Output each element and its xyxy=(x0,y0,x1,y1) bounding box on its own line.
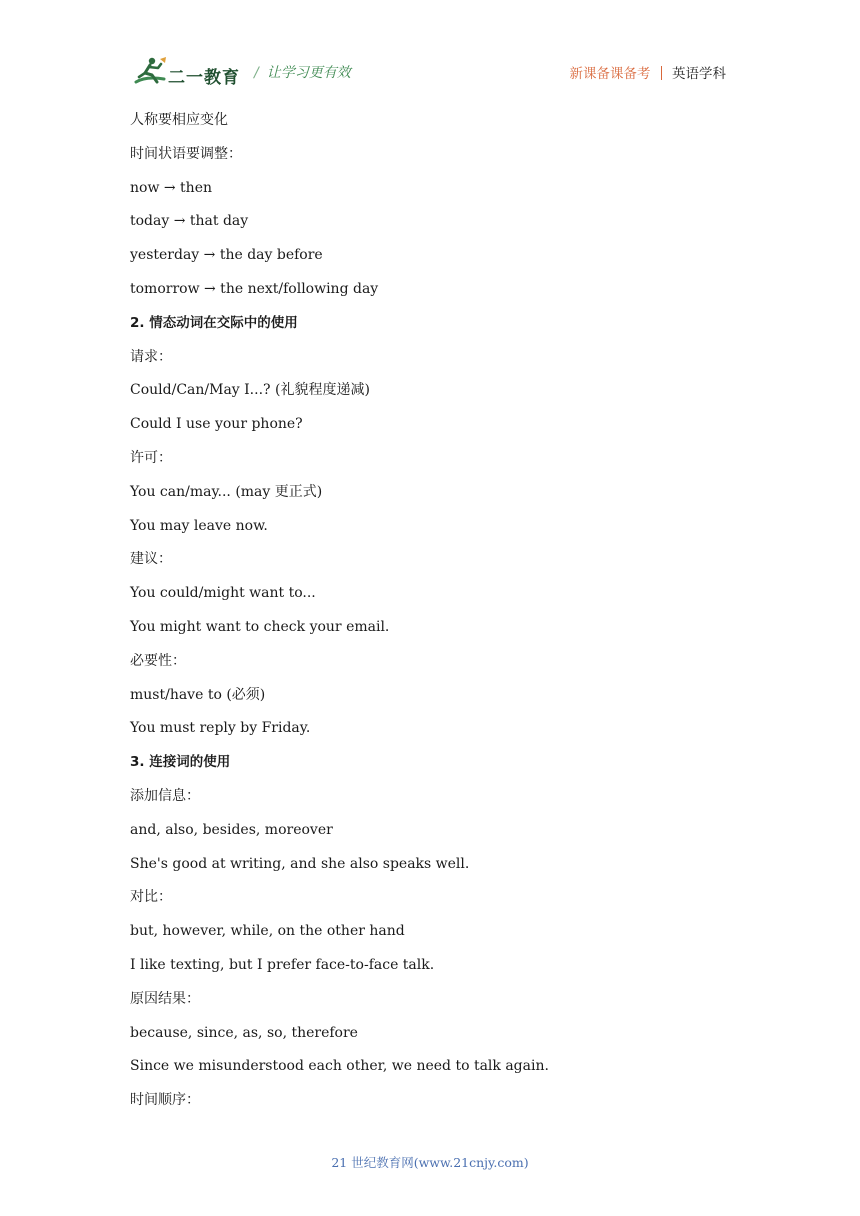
document-body xyxy=(130,106,730,1120)
text-line: You might want to check your email. xyxy=(130,618,390,635)
page-footer: 21 世纪教育网(www.21cnjy.com) xyxy=(331,1155,529,1170)
text-line: You can/may... (may 更正式) xyxy=(130,483,323,500)
text-line: today → that day xyxy=(130,213,249,230)
text-line: now → then xyxy=(130,179,213,196)
logo-text: 二一教育 xyxy=(168,68,240,88)
text-line: Since we misunderstood each other, we need to talk again. xyxy=(130,1058,549,1075)
text-line: 许可： xyxy=(130,449,172,466)
text-line: 对比： xyxy=(130,889,172,906)
text-line: She's good at writing, and she also speaks well. xyxy=(130,855,470,872)
header-divider xyxy=(661,66,663,80)
runner-logo-icon xyxy=(130,56,170,88)
text-line: because, since, as, so, therefore xyxy=(130,1024,358,1041)
text-line: Could I use your phone? xyxy=(130,416,303,433)
section-heading: 2. 情态动词在交际中的使用 xyxy=(130,314,298,331)
text-line: must/have to (必须) xyxy=(130,686,266,703)
text-line: 原因结果： xyxy=(130,990,200,1007)
text-line: 建议： xyxy=(130,551,172,568)
text-line: 人称要相应变化 xyxy=(130,112,228,128)
text-line: but, however, while, on the other hand xyxy=(130,923,405,940)
text-line: 请求： xyxy=(130,348,172,365)
section-heading: 3. 连接词的使用 xyxy=(130,754,231,771)
header-right xyxy=(570,62,727,82)
subject-label: 英语学科 xyxy=(672,66,726,82)
text-line: yesterday → the day before xyxy=(130,247,323,264)
text-line: 时间状语要调整： xyxy=(130,145,242,162)
slogan-divider: / xyxy=(254,65,259,81)
text-line: I like texting, but I prefer face-to-face talk. xyxy=(130,956,435,973)
text-line: tomorrow → the next/following day xyxy=(130,280,379,297)
text-line: Could/Can/May I...? (礼貌程度递减) xyxy=(130,382,370,399)
text-line: and, also, besides, moreover xyxy=(130,821,333,838)
text-line: You may leave now. xyxy=(130,517,268,534)
text-line: You could/might want to... xyxy=(130,585,316,602)
slogan-text: 让学习更有效 xyxy=(266,65,351,81)
text-line: 添加信息： xyxy=(130,787,200,804)
slogan xyxy=(254,62,351,82)
text-line: 必要性： xyxy=(130,652,186,669)
text-line: You must reply by Friday. xyxy=(130,720,311,737)
exam-label: 新课备课备考 xyxy=(569,66,651,82)
text-line: 时间顺序： xyxy=(130,1092,200,1109)
brand-logo xyxy=(130,56,242,88)
page-header xyxy=(130,52,726,90)
